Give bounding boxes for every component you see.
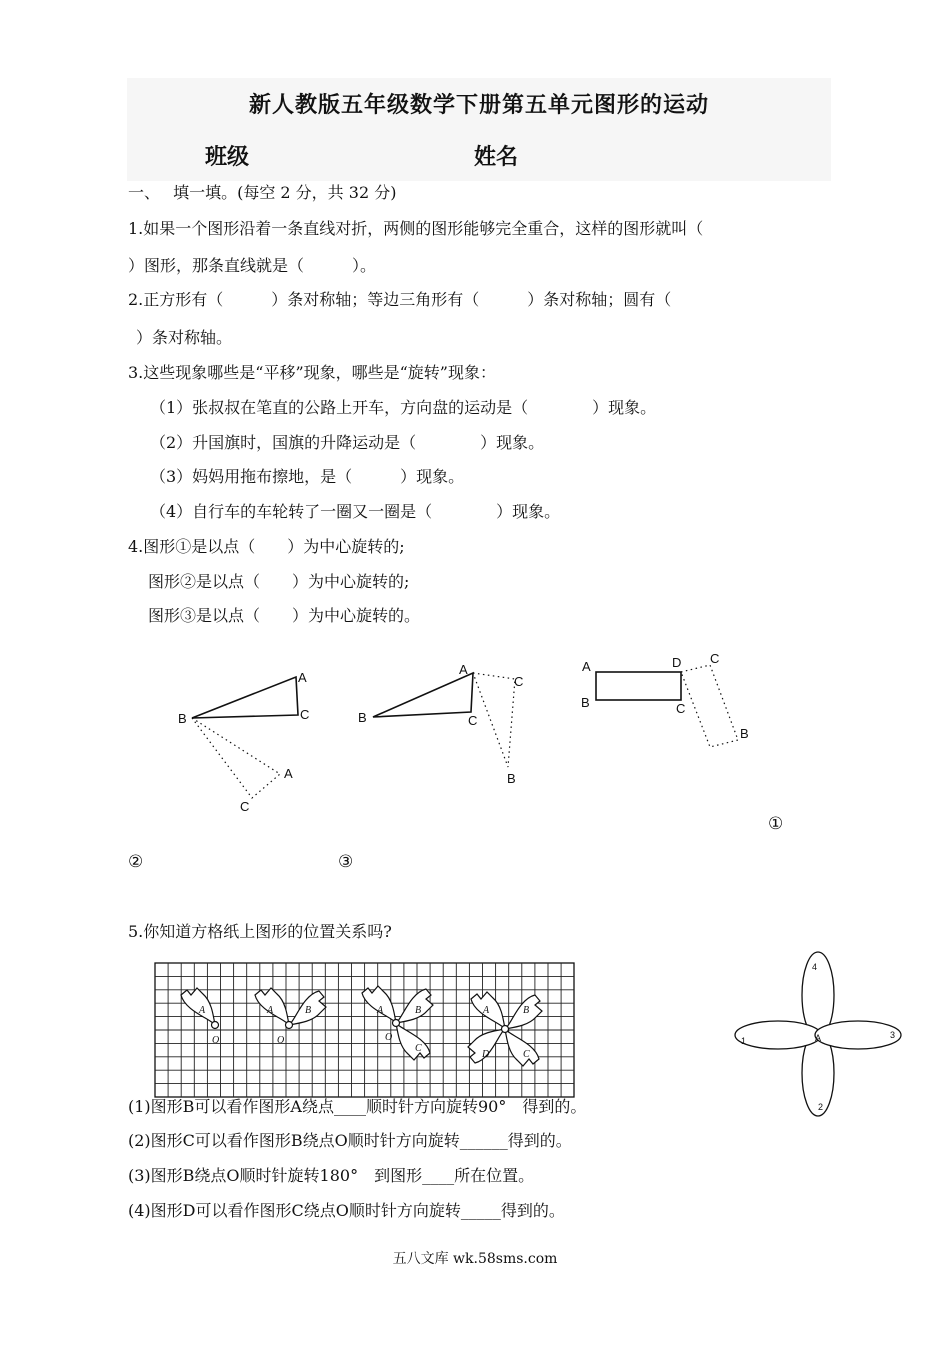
grid-c3: C [415, 1043, 422, 1054]
class-label: 班级 [205, 145, 250, 170]
fig1-label-b: B [581, 695, 590, 710]
fig2-label-b: B [178, 711, 187, 726]
q2-line1: 2.正方形有（ ）条对称轴；等边三角形有（ ）条对称轴；圆有（ [128, 290, 672, 309]
fig3-label-c: C [468, 713, 478, 728]
q5-intro: 5.你知道方格纸上图形的位置关系吗? [128, 922, 392, 941]
fig3-label-a: A [459, 662, 468, 677]
fig3-label-b: B [358, 710, 367, 725]
grid-a2: A [267, 1005, 274, 1016]
fig3-label-b2: B [507, 771, 516, 786]
flower-label-1: 1 [741, 1036, 747, 1046]
petal-center [286, 1022, 293, 1029]
fig3-label-c2: C [514, 674, 524, 689]
q1-line2: ）图形，那条直线就是（ ）。 [128, 256, 377, 275]
q4-line3: 图形③是以点（ ）为中心旋转的。 [148, 606, 421, 625]
grid-figure [155, 963, 575, 1098]
grid-a3: A [377, 1005, 384, 1016]
fig1-label-a: A [582, 659, 591, 674]
fig2-label-a2: A [284, 766, 293, 781]
fig2-label-c2: C [240, 799, 250, 814]
flower-label-4: 4 [812, 962, 818, 972]
fig1-label-d: D [672, 655, 682, 670]
grid-b4: B [523, 1005, 530, 1016]
figure-2-triangle [170, 660, 320, 820]
q3-intro: 3.这些现象哪些是“平移”现象，哪些是“旋转”现象： [128, 363, 496, 382]
q3-item-3: （3）妈妈用拖布擦地，是（ ）现象。 [150, 467, 465, 486]
flower-label-2: 2 [818, 1102, 824, 1112]
grid-b2: B [305, 1005, 312, 1016]
figure-3-triangle [355, 660, 535, 790]
q3-item-4: （4）自行车的车轮转了一圈又一圈是（ ）现象。 [150, 502, 561, 521]
q4-line1: 4.图形①是以点（ ）为中心旋转的; [128, 537, 405, 556]
flower-figure [730, 950, 910, 1120]
marker-3: ③ [338, 852, 354, 872]
q4-line2: 图形②是以点（ ）为中心旋转的; [148, 572, 410, 591]
petal-center [502, 1026, 509, 1033]
marker-2: ② [128, 852, 144, 872]
section-heading: 一、 填一填。(每空 2 分，共 32 分) [128, 183, 397, 202]
fig1-label-b2: B [740, 726, 749, 741]
name-label: 姓名 [474, 145, 519, 170]
grid-o2: O [277, 1035, 285, 1046]
figure-1-rectangle [575, 650, 765, 760]
grid-d4: D [482, 1049, 490, 1060]
fig2-label-c: C [300, 707, 310, 722]
grid-a1: A [199, 1005, 206, 1016]
q5-item-3: (3)图形B绕点O顺时针旋转180° 到图形____所在位置。 [128, 1166, 535, 1185]
footer-text: 五八文库 wk.58sms.com [392, 1251, 558, 1267]
q5-item-4: (4)图形D可以看作图形C绕点O顺时针方向旋转_____得到的。 [128, 1201, 565, 1220]
fig1-label-c: C [676, 701, 686, 716]
q2-line2: ）条对称轴。 [136, 328, 233, 347]
grid-a4: A [483, 1005, 490, 1016]
fig1-label-c2: C [710, 651, 720, 666]
q5-item-1: (1)图形B可以看作图形A绕点____顺时针方向旋转90° 得到的。 [128, 1097, 587, 1116]
petal-center [393, 1020, 400, 1027]
petal-center [212, 1022, 219, 1029]
flower-label-3: 3 [890, 1030, 896, 1040]
q1-line1: 1.如果一个图形沿着一条直线对折，两侧的图形能够完全重合，这样的图形就叫（ [128, 219, 704, 238]
fig2-label-a: A [298, 670, 307, 685]
flower-label-a: A [815, 1033, 822, 1043]
q3-item-1: （1）张叔叔在笔直的公路上开车，方向盘的运动是（ ）现象。 [150, 398, 657, 417]
grid-b3: B [415, 1005, 422, 1016]
page-title: 新人教版五年级数学下册第五单元图形的运动 [248, 93, 709, 118]
grid-c4: C [523, 1049, 530, 1060]
q5-item-2: (2)图形C可以看作图形B绕点O顺时针方向旋转______得到的。 [128, 1131, 572, 1150]
marker-1: ① [768, 814, 784, 834]
q3-item-2: （2）升国旗时，国旗的升降运动是（ ）现象。 [150, 433, 545, 452]
grid-o1: O [212, 1035, 220, 1046]
grid-o3: O [385, 1032, 393, 1043]
